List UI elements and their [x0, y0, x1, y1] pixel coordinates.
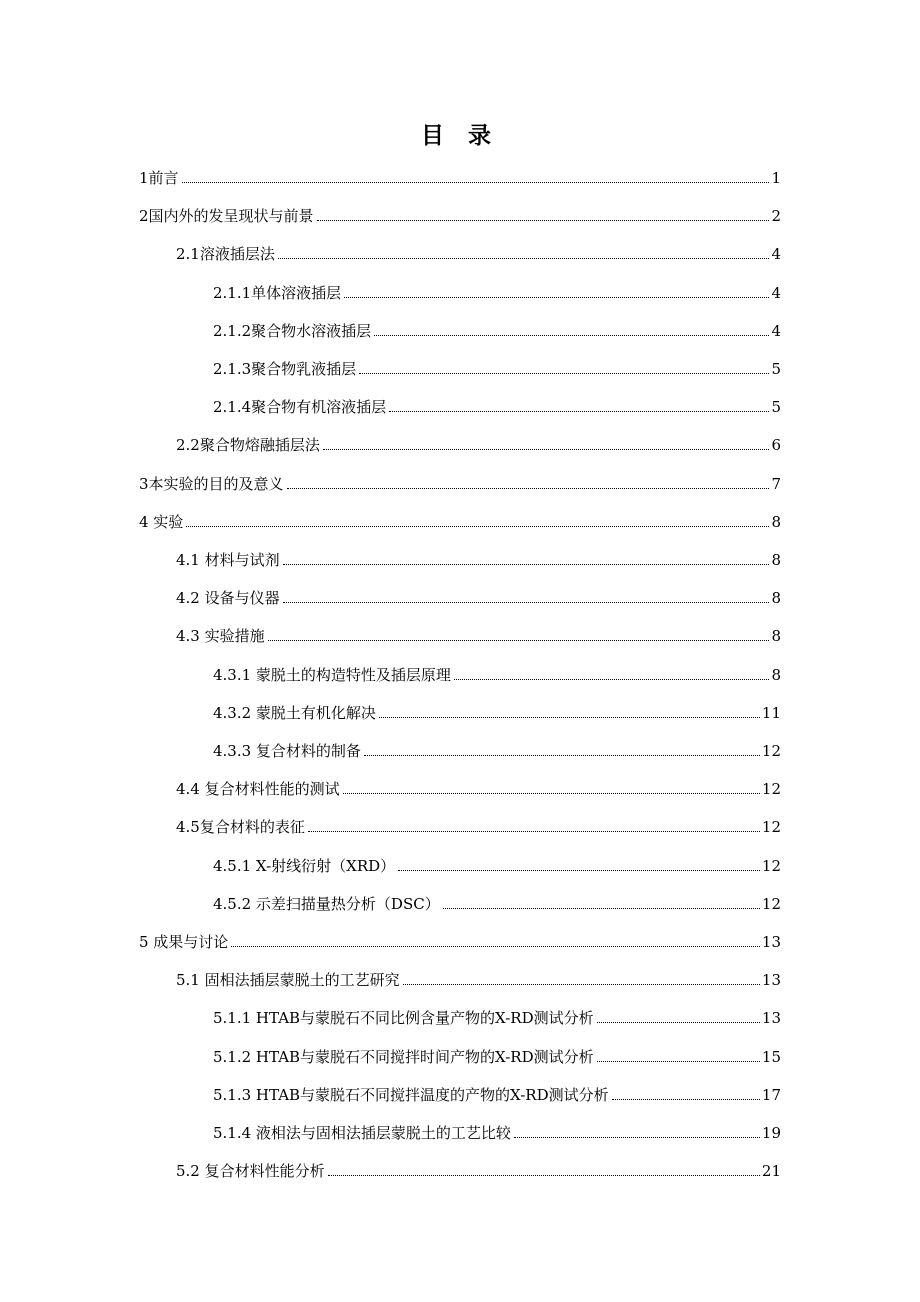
toc-dot-leader: [597, 1061, 760, 1062]
toc-entry[interactable]: [213, 315, 781, 341]
toc-page-number: 6: [771, 436, 781, 455]
toc-entry-label: 4.5.1 X-射线衍射（XRD）: [213, 856, 396, 875]
toc-page-number: 8: [771, 512, 781, 531]
toc-page-number: 12: [761, 818, 781, 837]
toc-page-number: 7: [771, 474, 781, 493]
toc-dot-leader: [182, 182, 770, 183]
toc-entry[interactable]: [176, 620, 781, 646]
toc-dot-leader: [454, 679, 770, 680]
toc-page-number: 8: [771, 551, 781, 569]
toc-entry-label: 4.4 复合材料性能的测试: [176, 780, 340, 799]
toc-page-number: 13: [761, 933, 781, 951]
toc-dot-leader: [344, 297, 769, 298]
toc-page-number: 15: [761, 1047, 781, 1066]
toc-dot-leader: [287, 488, 770, 489]
toc-entry[interactable]: [139, 468, 781, 494]
toc-page-number: 17: [761, 1085, 781, 1104]
toc-entry-label: 1前言: [139, 169, 179, 187]
toc-page-number: 4: [771, 245, 781, 264]
toc-entry[interactable]: [213, 659, 781, 685]
toc-entry[interactable]: [213, 697, 781, 723]
toc-entry-label: 5.1.4 液相法与固相法插层蒙脱土的工艺比较: [213, 1124, 511, 1142]
toc-dot-leader: [514, 1137, 760, 1138]
toc-entry[interactable]: [176, 773, 781, 799]
toc-dot-leader: [283, 564, 770, 565]
toc-page-number: 21: [761, 1162, 781, 1181]
toc-dot-leader: [186, 526, 769, 527]
toc-dot-leader: [612, 1099, 760, 1100]
toc-page-number: 11: [761, 703, 781, 722]
toc-entry-label: 2.1溶液插层法: [176, 245, 275, 264]
toc-entry[interactable]: [213, 353, 781, 379]
toc-entry[interactable]: [176, 1155, 781, 1181]
toc-entry[interactable]: [176, 964, 781, 990]
toc-page-number: 5: [771, 360, 781, 378]
toc-entry[interactable]: [213, 735, 781, 761]
toc-dot-leader: [283, 602, 770, 603]
toc-dot-leader: [443, 908, 760, 909]
toc-page-number: 13: [761, 1009, 781, 1028]
toc-dot-leader: [308, 831, 760, 832]
toc-page-number: 8: [771, 665, 781, 684]
toc-entry-label: 4.3.1 蒙脱土的构造特性及插层原理: [213, 665, 451, 684]
toc-entry-label: 2国内外的发呈现状与前景: [139, 207, 314, 226]
toc-entry[interactable]: [176, 544, 781, 570]
toc-entry[interactable]: [213, 1117, 781, 1143]
toc-entry-label: 4.5复合材料的表征: [176, 818, 305, 837]
toc-entry-label: 5.1.2 HTAB与蒙脱石不同搅拌时间产物的X-RD测试分析: [213, 1047, 594, 1066]
toc-entry[interactable]: [213, 850, 781, 876]
toc-entry[interactable]: [213, 391, 781, 417]
toc-dot-leader: [379, 717, 760, 718]
toc-dot-leader: [278, 258, 770, 259]
toc-dot-leader: [323, 449, 770, 450]
toc-entry-label: 2.2聚合物熔融插层法: [176, 436, 320, 455]
toc-dot-leader: [374, 335, 769, 336]
toc-entry-label: 2.1.2聚合物水溶液插层: [213, 321, 372, 340]
toc-entry[interactable]: [213, 1079, 781, 1105]
toc-entry-label: 2.1.1单体溶液插层: [213, 283, 342, 302]
toc-entry[interactable]: [213, 888, 781, 914]
toc-entry[interactable]: [176, 429, 781, 455]
toc-entry-label: 2.1.4聚合物有机溶液插层: [213, 398, 387, 417]
toc-page-number: 13: [761, 971, 781, 990]
toc-entry[interactable]: [213, 1041, 781, 1067]
toc-entry[interactable]: [176, 582, 781, 608]
toc-dot-leader: [268, 640, 770, 641]
toc-entry-label: 5.2 复合材料性能分析: [176, 1162, 325, 1181]
toc-page-number: 2: [771, 207, 781, 226]
toc-dot-leader: [403, 984, 760, 985]
toc-dot-leader: [389, 411, 769, 412]
toc-page-number: 1: [771, 169, 781, 187]
toc-entry-label: 5.1 固相法插层蒙脱土的工艺研究: [176, 971, 400, 990]
toc-title: 目 录: [420, 123, 499, 149]
toc-entry-label: 4.3.2 蒙脱土有机化解决: [213, 703, 376, 722]
toc-dot-leader: [317, 220, 770, 221]
toc-entry[interactable]: [213, 277, 781, 303]
toc-entry-label: 4.2 设备与仪器: [176, 589, 280, 608]
toc-dot-leader: [398, 870, 760, 871]
toc-page-number: 8: [771, 589, 781, 608]
toc-entry[interactable]: [139, 926, 781, 952]
toc-entry[interactable]: [139, 506, 781, 532]
toc-page-number: 5: [771, 398, 781, 417]
toc-dot-leader: [231, 946, 760, 947]
toc-entry[interactable]: [213, 1002, 781, 1028]
toc-entry-label: 2.1.3聚合物乳液插层: [213, 360, 357, 378]
toc-entry-label: 5.1.1 HTAB与蒙脱石不同比例含量产物的X-RD测试分析: [213, 1009, 594, 1028]
toc-page-number: 19: [761, 1124, 781, 1142]
toc-entry-label: 4.3.3 复合材料的制备: [213, 742, 361, 760]
toc-page-number: 12: [761, 742, 781, 760]
toc-entry-label: 4 实验: [139, 512, 184, 531]
toc-dot-leader: [597, 1022, 760, 1023]
toc-dot-leader: [328, 1175, 760, 1176]
toc-entry-label: 5 成果与讨论: [139, 933, 229, 951]
toc-entry-label: 4.3 实验措施: [176, 627, 265, 646]
toc-entry-label: 4.1 材料与试剂: [176, 551, 280, 569]
toc-entry[interactable]: [176, 238, 781, 264]
toc-page-number: 4: [771, 321, 781, 340]
toc-page-number: 12: [761, 856, 781, 875]
toc-page-number: 12: [761, 780, 781, 799]
toc-entry-label: 3本实验的目的及意义: [139, 474, 284, 493]
toc-dot-leader: [343, 793, 760, 794]
toc-page-number: 4: [771, 283, 781, 302]
toc-entry[interactable]: [139, 162, 781, 188]
toc-page-number: 8: [771, 627, 781, 646]
toc-page-number: 12: [761, 894, 781, 913]
toc-entry[interactable]: [176, 811, 781, 837]
toc-entry[interactable]: [139, 200, 781, 226]
toc-entry-label: 5.1.3 HTAB与蒙脱石不同搅拌温度的产物的X-RD测试分析: [213, 1085, 609, 1104]
toc-dot-leader: [359, 373, 769, 374]
toc-entry-label: 4.5.2 示差扫描量热分析（DSC）: [213, 894, 440, 913]
toc-dot-leader: [364, 755, 760, 756]
